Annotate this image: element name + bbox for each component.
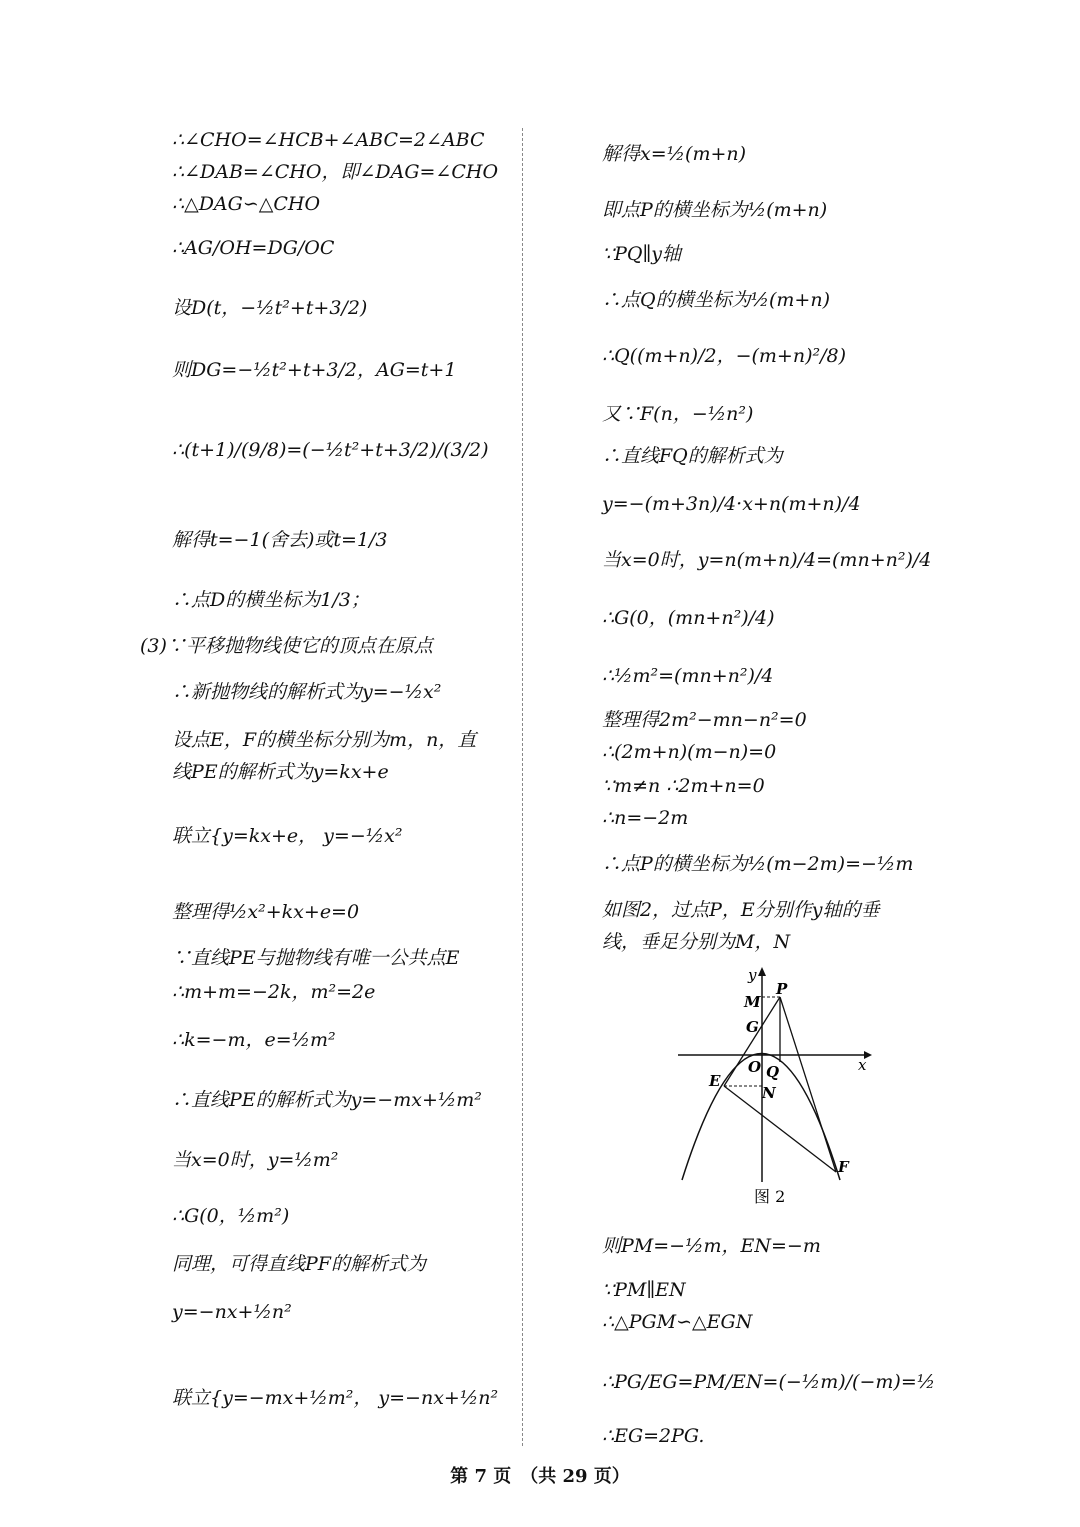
text-line: ∴∠CHO=∠HCB+∠ABC=2∠ABC xyxy=(172,129,485,151)
text-line: 解得t=−1(舍去)或t=1/3 xyxy=(172,529,388,551)
text-line: ∴点D的横坐标为1/3； xyxy=(172,589,370,611)
text-line: 即点P的横坐标为½(m+n) xyxy=(602,199,828,221)
column-divider xyxy=(522,128,523,1446)
label-e: E xyxy=(709,1072,721,1090)
text-line: ∴m+m=−2k，m²=2e xyxy=(172,981,376,1003)
text-line: ∴G(0，½m²) xyxy=(172,1205,290,1227)
text-line: 整理得½x²+kx+e=0 xyxy=(172,901,360,923)
page-footer: 第 7 页 （共 29 页） xyxy=(450,1466,630,1487)
label-f: F xyxy=(838,1158,849,1176)
label-y: y xyxy=(748,966,757,984)
text-line: y=−(m+3n)/4·x+n(m+n)/4 xyxy=(602,493,861,515)
y-axis-arrow-icon xyxy=(758,967,766,976)
label-m: M xyxy=(744,993,761,1011)
text-line: ∴点P的横坐标为½(m−2m)=−½m xyxy=(602,853,914,875)
text-line: ∴Q((m+n)/2，−(m+n)²/8) xyxy=(602,345,847,367)
text-line: 当x=0时，y=n(m+n)/4=(mn+n²)/4 xyxy=(602,549,932,571)
text-line: 又∵F(n，−½n²) xyxy=(602,403,754,425)
text-line: ∴△PGM∽△EGN xyxy=(602,1311,753,1333)
text-line: ∵m≠n ∴2m+n=0 xyxy=(602,775,765,797)
label-o: O xyxy=(748,1058,762,1076)
line-ef xyxy=(724,1086,836,1172)
text-line: 解得x=½(m+n) xyxy=(602,143,747,165)
text-line: 线PE的解析式为y=kx+e xyxy=(172,761,389,783)
text-line: ∴△DAG∽△CHO xyxy=(172,193,321,215)
figure-caption: 图 2 xyxy=(754,1187,786,1206)
text-line: ∴AG/OH=DG/OC xyxy=(172,237,335,259)
text-line: ∵PQ∥y轴 xyxy=(602,243,681,265)
text-line: ∴直线PE的解析式为y=−mx+½m² xyxy=(172,1089,482,1111)
text-line: ∴新抛物线的解析式为y=−½x² xyxy=(172,681,442,703)
text-line: y=−nx+½n² xyxy=(172,1301,292,1323)
text-line: 线，垂足分别为M，N xyxy=(602,931,791,953)
text-line: ∴∠DAB=∠CHO，即∠DAG=∠CHO xyxy=(172,161,499,183)
label-p: P xyxy=(776,980,788,998)
label-x: x xyxy=(858,1056,867,1074)
text-line: (3)∵平移抛物线使它的顶点在原点 xyxy=(140,635,433,657)
line-pf xyxy=(780,997,836,1172)
text-line: ∴PG/EG=PM/EN=(−½m)/(−m)=½ xyxy=(602,1371,936,1393)
text-line: ∴点Q的横坐标为½(m+n) xyxy=(602,289,830,311)
text-line: ∴k=−m，e=½m² xyxy=(172,1029,336,1051)
text-line: 设D(t，−½t²+t+3/2) xyxy=(172,297,368,319)
figure-2-diagram xyxy=(672,962,882,1212)
text-line: 联立{y=kx+e， y=−½x² xyxy=(172,825,403,847)
text-line: ∴(t+1)/(9/8)=(−½t²+t+3/2)/(3/2) xyxy=(172,439,489,461)
text-line: 联立{y=−mx+½m²， y=−nx+½n² xyxy=(172,1387,499,1409)
label-g: G xyxy=(746,1018,759,1036)
text-line: ∵直线PE与抛物线有唯一公共点E xyxy=(172,947,460,969)
text-line: ∴(2m+n)(m−n)=0 xyxy=(602,741,777,763)
label-q: Q xyxy=(766,1063,780,1081)
text-line: 当x=0时，y=½m² xyxy=(172,1149,339,1171)
label-n: N xyxy=(762,1084,776,1102)
text-line: ∴直线FQ的解析式为 xyxy=(602,445,783,467)
text-line: 设点E，F的横坐标分别为m，n，直 xyxy=(172,729,477,751)
text-line: 则DG=−½t²+t+3/2，AG=t+1 xyxy=(172,359,457,381)
text-line: ∴G(0，(mn+n²)/4) xyxy=(602,607,775,629)
text-line: ∵PM∥EN xyxy=(602,1279,686,1301)
text-line: 整理得2m²−mn−n²=0 xyxy=(602,709,807,731)
text-line: ∴½m²=(mn+n²)/4 xyxy=(602,665,774,687)
text-line: ∴EG=2PG. xyxy=(602,1425,705,1447)
text-line: 则PM=−½m，EN=−m xyxy=(602,1235,821,1257)
text-line: 如图2，过点P，E分别作y轴的垂 xyxy=(602,899,880,921)
text-line: 同理，可得直线PF的解析式为 xyxy=(172,1253,426,1275)
text-line: ∴n=−2m xyxy=(602,807,689,829)
